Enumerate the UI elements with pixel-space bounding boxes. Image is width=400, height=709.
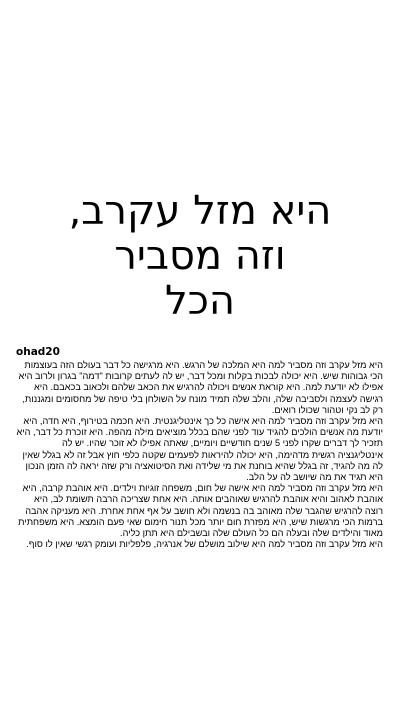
- paragraph: היא מזל עקרב וזה מסביר למה היא אישה כל כך אינטליגנטית. היא חכמה בטירוף, היא חדה, היא יודעת מה אנשים הולכים להגיד עוד לפני שהם בכלל מוציאים מילה מהפה. היא זוכרת כל דבר, היא תזכיר לך דברים שקרו לפני 5 שנים חודשיים ויומיים, שאתה אפילו לא זוכר שהיו. יש לה אינטליגנציה רגשית מדהימה, היא יכולה להיראות לפעמים שקטה כלפי חוץ אבל זה לא בגלל שאין לה מה להגיד, זה בגלל שהיא בוחנת את מי שלידה ואת הסיטואציה ורק שזה יראה לה הזמן הנכון היא תגיד את מה שיושב לה על הלב.: [16, 416, 383, 483]
- headline-line-3: הכל: [164, 278, 236, 324]
- headline: [20, 189, 380, 324]
- article-body: [16, 360, 383, 550]
- paragraph: היא מזל עקרב וזה מסביר למה היא שילוב מושלם של אנרגיה, פלפליות ועומק רגשי שאין לו סוף.: [26, 539, 383, 550]
- author-name: ohad20: [16, 346, 60, 358]
- paragraph: היא מזל עקרב וזה מסביר למה היא אישה של חום, משפחה זוגיות וילדים. היא אוהבת קרבה, היא אוהבת לאהוב והיא אוהבת להרגיש שאוהבים אותה. היא אחת שצריכה הרבה תשומת לב, היא רוצה להרגיש שהגבר שלה מאוהב בה בנשמה ולא חושב על אף אחת אחרת. היא מעניקה אהבה ברמות הכי מרגשות שיש, היא מפזרת חום יותר מכל תנור חימום שאי פעם הומצא. היא משפחתית מאוד והילדים שלה ובעלה הם כל העולם שלה ובשבילם היא תתן כליה.: [18, 483, 383, 539]
- headline-line-2: וזה מסביר: [114, 233, 286, 279]
- headline-line-1: היא מזל עקרב,: [68, 188, 332, 234]
- paragraph: היא מזל עקרב וזה מסביר למה היא המלכה של הרגש. היא מרגישה כל דבר בעולם הזה בעוצמות הכי גבוהות שיש. היא יכולה לבכות בקלות ומכל דבר, יש לה לעתים קרובות "דמה" בגרון ולרוב היא אפילו לא יודעת למה. היא קוראת אנשים ויכולה להרגיש את הכאב שלהם ולכאוב בכאבם. היא רגישה לעצמה ולסביבה שלה, והלב שלה תמיד מונח על השולחן בלי טיפה של מחסומים ומגננות, רק לב נקי וטהור שכולו רואים.: [18, 360, 383, 415]
